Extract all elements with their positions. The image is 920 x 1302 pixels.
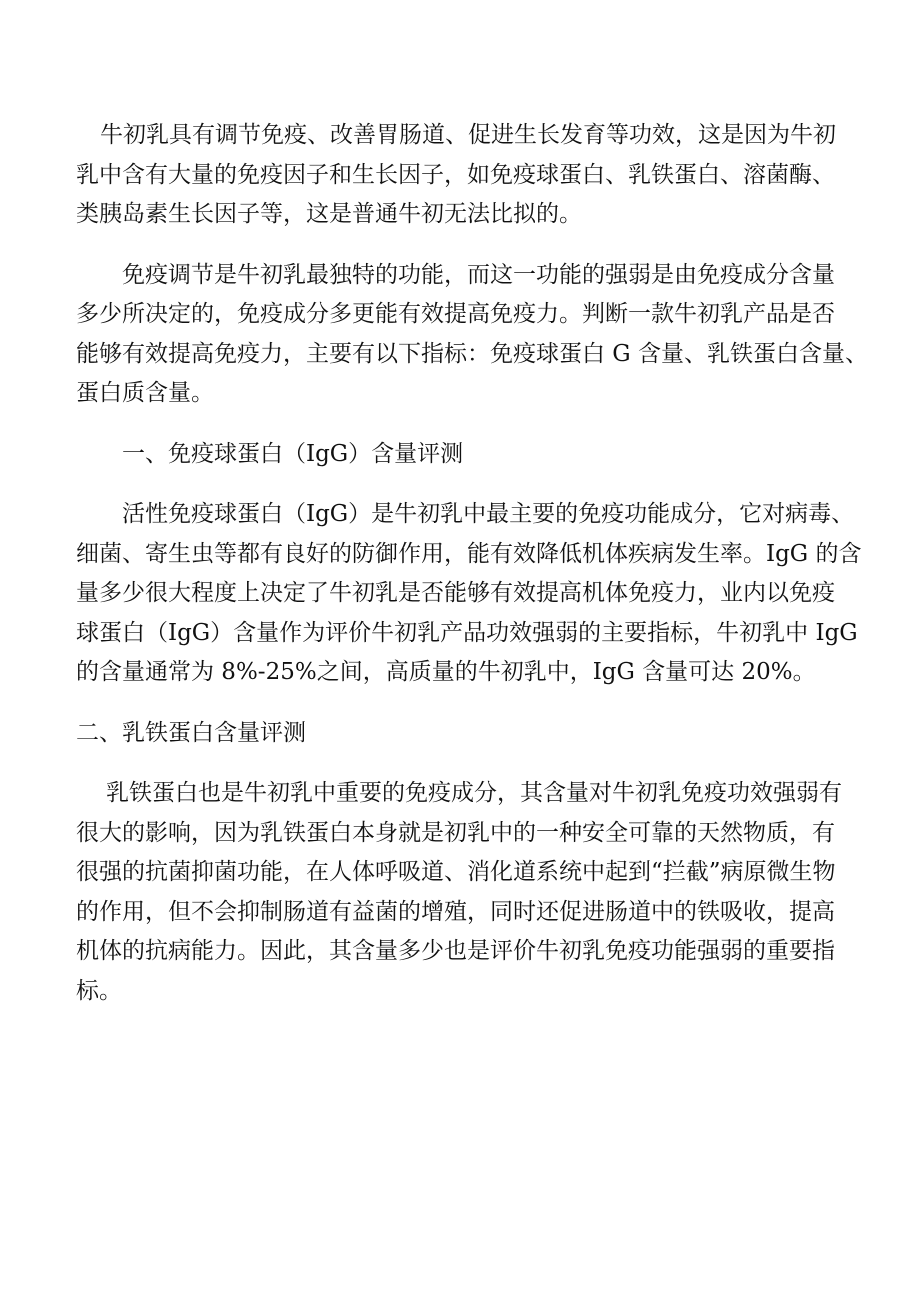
- text-line: 类胰岛素生长因子等，这是普通牛初无法比拟的。: [76, 201, 582, 227]
- text-line: 细菌、寄生虫等都有良好的防御作用，能有效降低机体疾病发生率。IgG 的含: [76, 540, 862, 567]
- text-line: 的含量通常为 8%-25%之间，高质量的牛初乳中，IgG 含量可达 20%。: [76, 659, 816, 685]
- text-line: 很大的影响，因为乳铁蛋白本身就是初乳中的一种安全可靠的天然物质，有: [76, 819, 835, 846]
- text-line: 能够有效提高免疫力，主要有以下指标：免疫球蛋白 G 含量、乳铁蛋白含量、: [76, 340, 868, 367]
- section-heading-igg: 一、免疫球蛋白（IgG）含量评测: [122, 440, 464, 467]
- paragraph-immune-regulation: [76, 256, 868, 414]
- text-line: 免疫调节是牛初乳最独特的功能，而这一功能的强弱是由免疫成分含量: [122, 261, 835, 288]
- text-line: 标。: [76, 977, 122, 1004]
- paragraph-lactoferrin: [76, 774, 862, 1011]
- text-line: 牛初乳具有调节免疫、改善胃肠道、促进生长发育等功效，这是因为牛初: [100, 122, 836, 148]
- paragraph-igg: [76, 495, 862, 693]
- text-line: 活性免疫球蛋白（IgG）是牛初乳中最主要的免疫功能成分，它对病毒、: [122, 501, 855, 527]
- text-line: 量多少很大程度上决定了牛初乳是否能够有效提高机体免疫力，业内以免疫: [76, 580, 835, 606]
- paragraph-intro: [76, 116, 862, 235]
- section-heading-lactoferrin: 二、乳铁蛋白含量评测: [76, 719, 306, 746]
- text-line: 多少所决定的，免疫成分多更能有效提高免疫力。判断一款牛初乳产品是否: [76, 301, 835, 327]
- text-line: 的作用，但不会抑制肠道有益菌的增殖，同时还促进肠道中的铁吸收，提高: [76, 898, 835, 925]
- text-line: 机体的抗病能力。因此，其含量多少也是评价牛初乳免疫功能强弱的重要指: [76, 938, 835, 964]
- text-line: 很强的抗菌抑菌功能，在人体呼吸道、消化道系统中起到“拦截”病原微生物: [76, 859, 836, 885]
- text-line: 球蛋白（IgG）含量作为评价牛初乳产品功效强弱的主要指标，牛初乳中 IgG: [76, 619, 858, 646]
- text-line: 乳中含有大量的免疫因子和生长因子，如免疫球蛋白、乳铁蛋白、溶菌酶、: [76, 161, 835, 188]
- text-line: 蛋白质含量。: [76, 380, 214, 406]
- text-line: 乳铁蛋白也是牛初乳中重要的免疫成分，其含量对牛初乳免疫功效强弱有: [106, 780, 842, 806]
